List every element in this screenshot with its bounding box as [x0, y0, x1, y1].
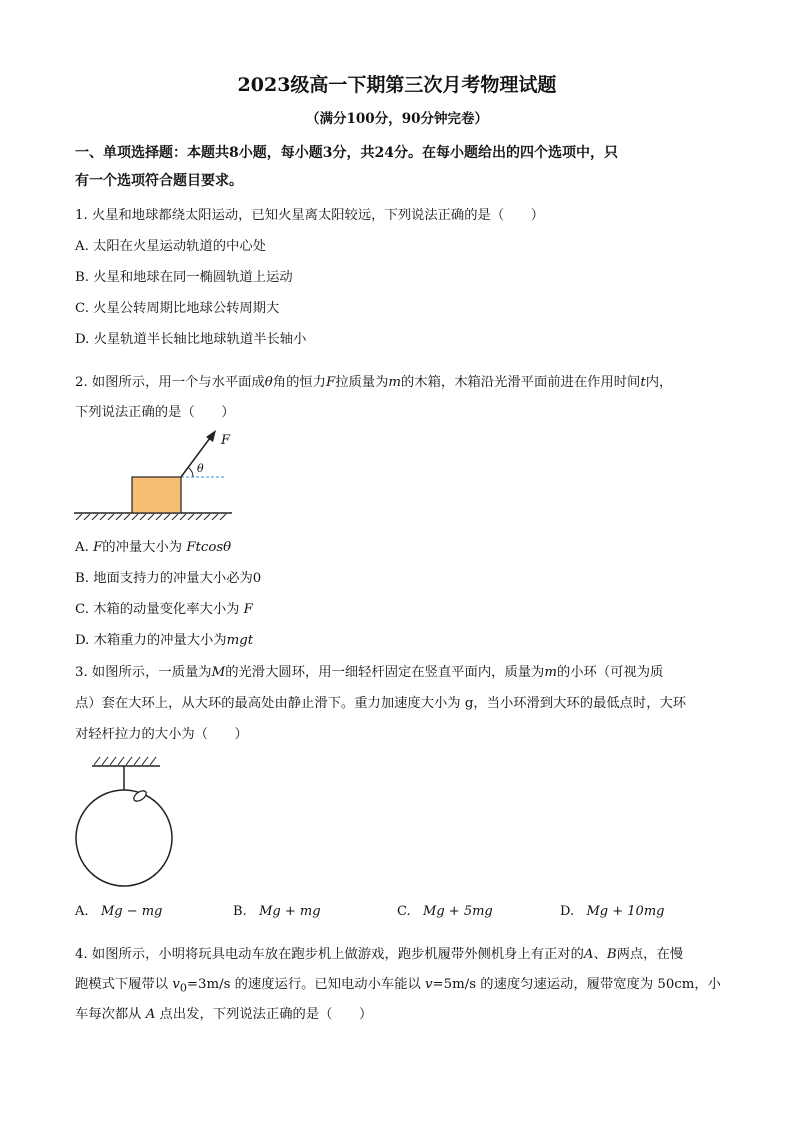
q3-figure [72, 752, 172, 892]
q2-stem-part: 拉质量为 [335, 375, 389, 390]
q4-stem-part: 两点，在慢 [616, 947, 684, 962]
angle-arc [188, 467, 193, 477]
q4-stem-part: 车每次都从 [75, 1007, 146, 1022]
ground-hatching [76, 514, 226, 520]
q3-option-d [560, 904, 664, 919]
q2-stem-part: 的木箱，木箱沿光滑平面前进在作用时间 [401, 375, 641, 390]
force-arrow-shaft [181, 438, 210, 477]
force-label: F [221, 433, 231, 448]
q4-stem-part: 点出发，下列说法正确的是（ ） [155, 1007, 373, 1022]
q2-figure [70, 428, 240, 523]
q3-stem-part: 的小环（可视为质 [556, 665, 664, 680]
wooden-box [132, 477, 181, 513]
q2-stem-part: 内， [645, 375, 673, 390]
q3-stem-part: 3. 如图所示，一质量为 [75, 665, 212, 680]
q3-option-c [397, 904, 493, 919]
q1-option-a: A. 太阳在火星运动轨道的中心处 [75, 239, 266, 254]
q3-option-b [233, 904, 321, 919]
q2-force-var: F [325, 375, 336, 390]
q3-option-a-label: A. [75, 904, 89, 919]
section-heading-line2: 有一个选项符合题目要求。 [75, 173, 243, 189]
q2-option-c-text: C. 木箱的动量变化率大小为 [75, 602, 240, 617]
q4-stem-part: 4. 如图所示，小明将玩具电动车放在跑步机上做游戏，跑步机履带外侧机身上有正对的 [75, 947, 584, 962]
q1-option-b: B. 火星和地球在同一椭圆轨道上运动 [75, 270, 293, 285]
q2-option-d-expr: mgt [226, 633, 254, 648]
q4-stem-part: =3m/s 的速度运行。已知电动小车能以 [186, 977, 426, 992]
q2-option-c-expr: F [243, 602, 253, 617]
q4-stem-line2 [75, 973, 721, 995]
q2-mass-var: m [388, 375, 402, 390]
q3-option-a-expr: Mg − mg [100, 904, 163, 919]
q3-stem-line1 [75, 661, 663, 680]
q3-option-c-label: C. [397, 904, 411, 919]
q3-option-b-expr: Mg + mg [259, 904, 321, 919]
big-ring [76, 790, 172, 886]
page-title: 2023级高一下期第三次月考物理试题 [237, 74, 557, 96]
q2-theta: θ [264, 375, 273, 390]
page-subtitle: （满分100分，90分钟完卷） [306, 111, 488, 127]
q2-option-a-var: F [93, 540, 103, 555]
q2-stem-part: 角的恒力 [272, 375, 326, 390]
q3-option-b-label: B. [233, 904, 247, 919]
q4-stem-line3 [75, 1003, 372, 1022]
q3-small-mass-var: m [544, 665, 557, 680]
q2-stem-part: 2. 如图所示，用一个与水平面成 [75, 375, 265, 390]
q4-stem-line1 [75, 943, 683, 962]
q2-option-a-text: 的冲量大小为 [102, 540, 183, 555]
q3-big-mass-var: M [211, 665, 226, 680]
q3-option-c-expr: Mg + 5mg [423, 904, 493, 919]
q4-v-var: v [425, 977, 433, 992]
section-heading-line1: 一、单项选择题：本题共8小题，每小题3分，共24分。在每小题给出的四个选项中，只 [75, 145, 618, 161]
q4-point-a: A [583, 947, 594, 962]
q4-stem-part: =5m/s 的速度匀速运动，履带宽度为 50cm，小 [432, 977, 721, 992]
q3-option-d-label: D. [560, 904, 575, 919]
angle-label: θ [197, 462, 204, 475]
q2-stem-line2: 下列说法正确的是（ ） [75, 405, 235, 420]
q3-stem-line2: 点）套在大环上，从大环的最高处由静止滑下。重力加速度大小为 g，当小环滑到大环的最低点时，大环 [75, 696, 687, 711]
q2-stem-line1 [75, 371, 672, 390]
q2-option-d-text: D. 木箱重力的冲量大小为 [75, 633, 227, 648]
q2-option-c [75, 598, 253, 617]
q3-stem-line3: 对轻杆拉力的大小为（ ） [75, 727, 248, 742]
q2-option-a-prefix: A. [75, 540, 94, 555]
ceiling-hatching [94, 757, 156, 765]
q1-option-c: C. 火星公转周期比地球公转周期大 [75, 301, 280, 316]
q3-option-d-expr: Mg + 10mg [586, 904, 665, 919]
q2-option-a [75, 536, 231, 555]
q2-option-b: B. 地面支持力的冲量大小必为0 [75, 571, 262, 586]
q4-stem-part: 跑模式下履带以 [75, 977, 173, 992]
q3-stem-part: 的光滑大圆环，用一细轻杆固定在竖直平面内，质量为 [225, 665, 545, 680]
q2-time-var: t [640, 375, 646, 390]
q4-point-a-ref: A [145, 1007, 156, 1022]
q3-option-a [75, 904, 162, 919]
q1-option-d: D. 火星轨道半长轴比地球轨道半长轴小 [75, 332, 307, 347]
q4-stem-part: 、 [593, 947, 607, 962]
q2-option-d [75, 629, 253, 648]
q4-point-b: B [606, 947, 617, 962]
q4-v0-var: v [172, 977, 180, 992]
q4-v0-subscript: 0 [179, 981, 187, 995]
q2-option-a-expr: Ftcosθ [186, 540, 232, 555]
q1-stem: 1. 火星和地球都绕太阳运动，已知火星离太阳较远，下列说法正确的是（ ） [75, 208, 545, 223]
